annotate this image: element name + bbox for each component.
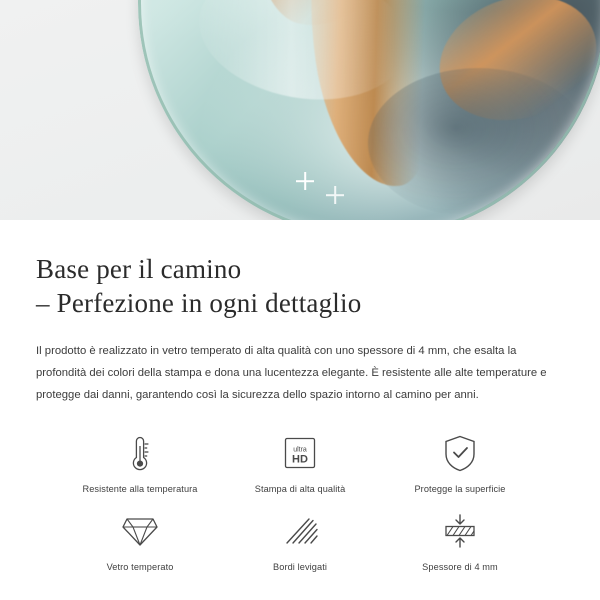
feature-label: Stampa di alta qualità xyxy=(254,484,346,494)
content-section xyxy=(0,220,600,572)
feature-temperature-resistant xyxy=(60,430,220,494)
feature-label: Protegge la superficie xyxy=(414,484,506,494)
ultra-hd-icon xyxy=(280,430,320,476)
headline-line-1: Base per il camino xyxy=(36,254,242,284)
shield-check-icon xyxy=(441,430,479,476)
thermometer-icon xyxy=(125,430,155,476)
hero-product-image xyxy=(0,0,600,220)
feature-polished-edges xyxy=(220,508,380,572)
feature-label: Vetro temperato xyxy=(106,562,174,572)
feature-protects-surface xyxy=(380,430,540,494)
feature-tempered-glass xyxy=(60,508,220,572)
feature-high-quality-print xyxy=(220,430,380,494)
diamond-icon xyxy=(119,508,161,554)
thickness-arrows-icon xyxy=(440,508,480,554)
svg-text:HD: HD xyxy=(292,453,308,466)
product-description-text: Il prodotto è realizzato in vetro temperato di alta qualità con uno spessore di 4 mm, che esalta la profondità dei colori della stampa e dona una lucentezza elegante. È resistente alle alte temperature e protegge dai danni, garantendo così la sicurezza dello spazio intorno al camino per anni. xyxy=(36,345,547,401)
feature-label: Resistente alla temperatura xyxy=(82,484,198,494)
feature-thickness-4mm xyxy=(380,508,540,572)
dark-teal-blot xyxy=(368,68,588,218)
svg-text:ultra: ultra xyxy=(293,446,307,454)
headline-line-2: – Perfezione in ogni dettaglio xyxy=(36,288,362,318)
page-title xyxy=(36,252,564,320)
feature-label: Spessore di 4 mm xyxy=(422,562,498,572)
feature-label: Bordi levigati xyxy=(273,562,327,572)
feature-grid xyxy=(36,430,564,572)
polished-edges-icon xyxy=(280,508,320,554)
